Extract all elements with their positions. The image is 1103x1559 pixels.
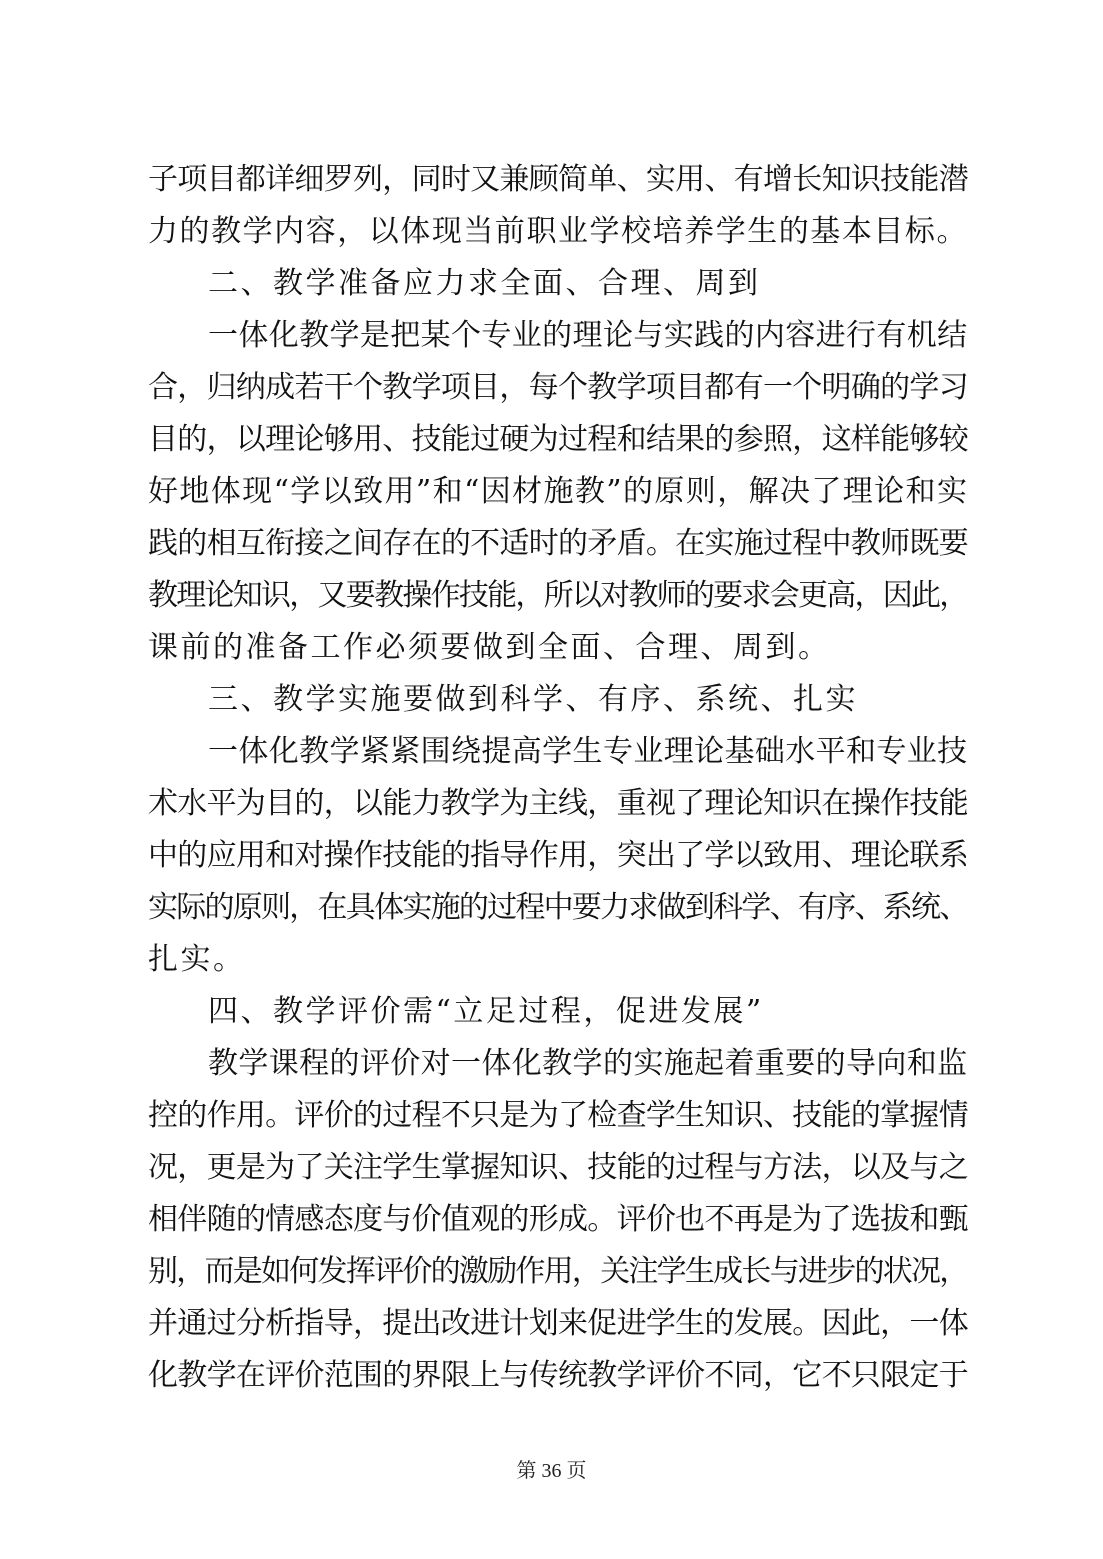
body-text-line: 目的，以理论够用、技能过硬为过程和结果的参照，这样能够较 bbox=[148, 422, 968, 457]
body-text-line: 子项目都详细罗列，同时又兼顾简单、实用、有增长知识技能潜 bbox=[148, 162, 968, 197]
body-text-line: 况，更是为了关注学生掌握知识、技能的过程与方法，以及与之 bbox=[148, 1150, 968, 1185]
body-text-line: 控的作用。评价的过程不只是为了检查学生知识、技能的掌握情 bbox=[148, 1098, 968, 1133]
page-number: 第 36 页 bbox=[516, 1460, 587, 1482]
body-text-line: 力的教学内容，以体现当前职业学校培养学生的基本目标。 bbox=[148, 214, 968, 249]
body-text-line: 并通过分析指导，提出改进计划来促进学生的发展。因此，一体 bbox=[148, 1306, 968, 1341]
paragraph-start-line: 一体化教学是把某个专业的理论与实践的内容进行有机结 bbox=[208, 318, 968, 353]
paragraph-start-line: 教学课程的评价对一体化教学的实施起着重要的导向和监 bbox=[208, 1046, 968, 1081]
body-text-line: 别，而是如何发挥评价的激励作用，关注学生成长与进步的状况， bbox=[148, 1254, 968, 1289]
body-text-line: 课前的准备工作必须要做到全面、合理、周到。 bbox=[148, 630, 831, 665]
body-text-line: 中的应用和对操作技能的指导作用，突出了学以致用、理论联系 bbox=[148, 838, 968, 873]
body-text-line: 化教学在评价范围的界限上与传统教学评价不同，它不只限定于 bbox=[148, 1358, 968, 1393]
section-heading-3: 三、教学实施要做到科学、有序、系统、扎实 bbox=[208, 682, 858, 717]
body-text-line: 实际的原则，在具体实施的过程中要力求做到科学、有序、系统、 bbox=[148, 890, 968, 925]
paragraph-start-line: 一体化教学紧紧围绕提高学生专业理论基础水平和专业技 bbox=[208, 734, 968, 769]
body-text-line: 践的相互衔接之间存在的不适时的矛盾。在实施过程中教师既要 bbox=[148, 526, 968, 561]
body-text-line: 合，归纳成若干个教学项目，每个教学项目都有一个明确的学习 bbox=[148, 370, 968, 405]
body-text-line: 扎实。 bbox=[148, 942, 246, 977]
section-heading-4: 四、教学评价需“立足过程，促进发展” bbox=[208, 994, 764, 1029]
body-text-line: 好地体现“学以致用”和“因材施教”的原则，解决了理论和实 bbox=[148, 474, 969, 509]
body-text-line: 术水平为目的，以能力教学为主线，重视了理论知识在操作技能 bbox=[148, 786, 968, 821]
body-text-line: 相伴随的情感态度与价值观的形成。评价也不再是为了选拔和甄 bbox=[148, 1202, 968, 1237]
body-text-line: 教理论知识，又要教操作技能，所以对教师的要求会更高，因此， bbox=[148, 578, 968, 613]
section-heading-2: 二、教学准备应力求全面、合理、周到 bbox=[208, 266, 761, 301]
